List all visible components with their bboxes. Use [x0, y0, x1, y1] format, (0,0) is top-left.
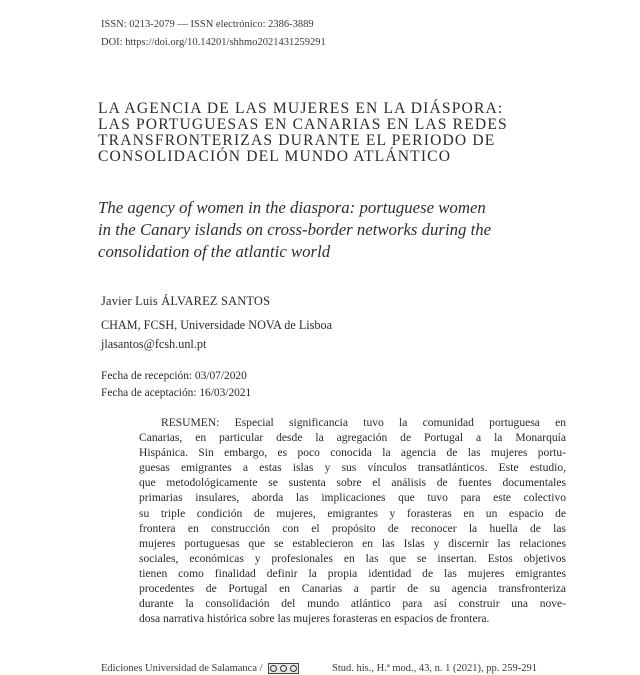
abstract-line: RESUMEN: Especial significancia tuvo la comunidad portuguesa en [161, 417, 566, 429]
abstract-line: durante la consolidación del mundo atlántico para así construir una nove- [139, 598, 566, 611]
accepted-date: Fecha de aceptación: 16/03/2021 [101, 387, 252, 399]
abstract-line: su triple condición de mujeres, emigrantes y forasteras en un espacio de [139, 507, 566, 520]
author-affiliation: CHAM, FCSH, Universidade NOVA de Lisboa [101, 318, 332, 332]
abstract-block [139, 416, 566, 627]
abstract-line: que metodológicamente se sustenta sobre el análisis de fuentes documentales [139, 477, 566, 490]
abstract-line: Canarias, en particular desde la agregación de Portugal a la Monarquía [139, 432, 566, 445]
issn-line: ISSN: 0213-2079 — ISSN electrónico: 2386-3889 [101, 19, 314, 30]
abstract-line: mujeres portuguesas que se establecieron en las Islas y discernir las relaciones [139, 537, 566, 550]
title-line: LA AGENCIA DE LAS MUJERES EN LA DIÁSPORA: [98, 100, 504, 117]
footer-publisher: Ediciones Universidad de Salamanca / [101, 663, 263, 674]
title-line: TRANSFRONTERIZAS DURANTE EL PERIODO DE [98, 132, 496, 149]
abstract-line: frontera en construcción con el propósito de reconocer la huella de las [139, 522, 566, 535]
article-subtitle-english [98, 197, 588, 263]
author-email[interactable]: jlasantos@fcsh.unl.pt [101, 337, 207, 351]
subtitle-line: in the Canary islands on cross-border networks during the [98, 220, 492, 239]
subtitle-line: The agency of women in the diaspora: portuguese women [98, 198, 486, 217]
author-name: Javier Luis ÁLVAREZ SANTOS [101, 294, 271, 308]
abstract-line: dosa narrativa histórica sobre las mujeres forasteras en espacios de frontera. [139, 613, 490, 626]
subtitle-line: consolidation of the atlantic world [98, 242, 331, 261]
abstract-line: procedentes de Portugal en Canarias a partir de su agencia transfronteriza [139, 583, 566, 596]
received-date: Fecha de recepción: 03/07/2020 [101, 370, 247, 382]
creative-commons-license-icon[interactable] [268, 663, 299, 674]
title-line: CONSOLIDACIÓN DEL MUNDO ATLÁNTICO [98, 148, 452, 165]
title-line: LAS PORTUGUESAS EN CANARIAS EN LAS REDES [98, 116, 508, 133]
doi-line[interactable]: DOI: https://doi.org/10.14201/shhmo2021431259291 [101, 37, 326, 48]
footer-citation: Stud. his., H.ª mod., 43, n. 1 (2021), pp. 259-291 [332, 663, 538, 674]
abstract-line: tienen como finalidad definir la propia identidad de las mujeres emigrantes [139, 567, 566, 580]
abstract-line: sociales, económicas y profesionales en las que se insertan. Estos objetivos [139, 552, 566, 565]
abstract-line: primarias insulares, aborda las implicaciones que tuvo para este colectivo [139, 492, 566, 505]
abstract-line: guesas emigrantes a estas islas y sus vínculos transatlánticos. Este estudio, [139, 462, 566, 475]
article-title [98, 101, 568, 165]
abstract-line: Hispánica. Sin embargo, es poco conocida la agencia de las mujeres portu- [139, 447, 566, 460]
